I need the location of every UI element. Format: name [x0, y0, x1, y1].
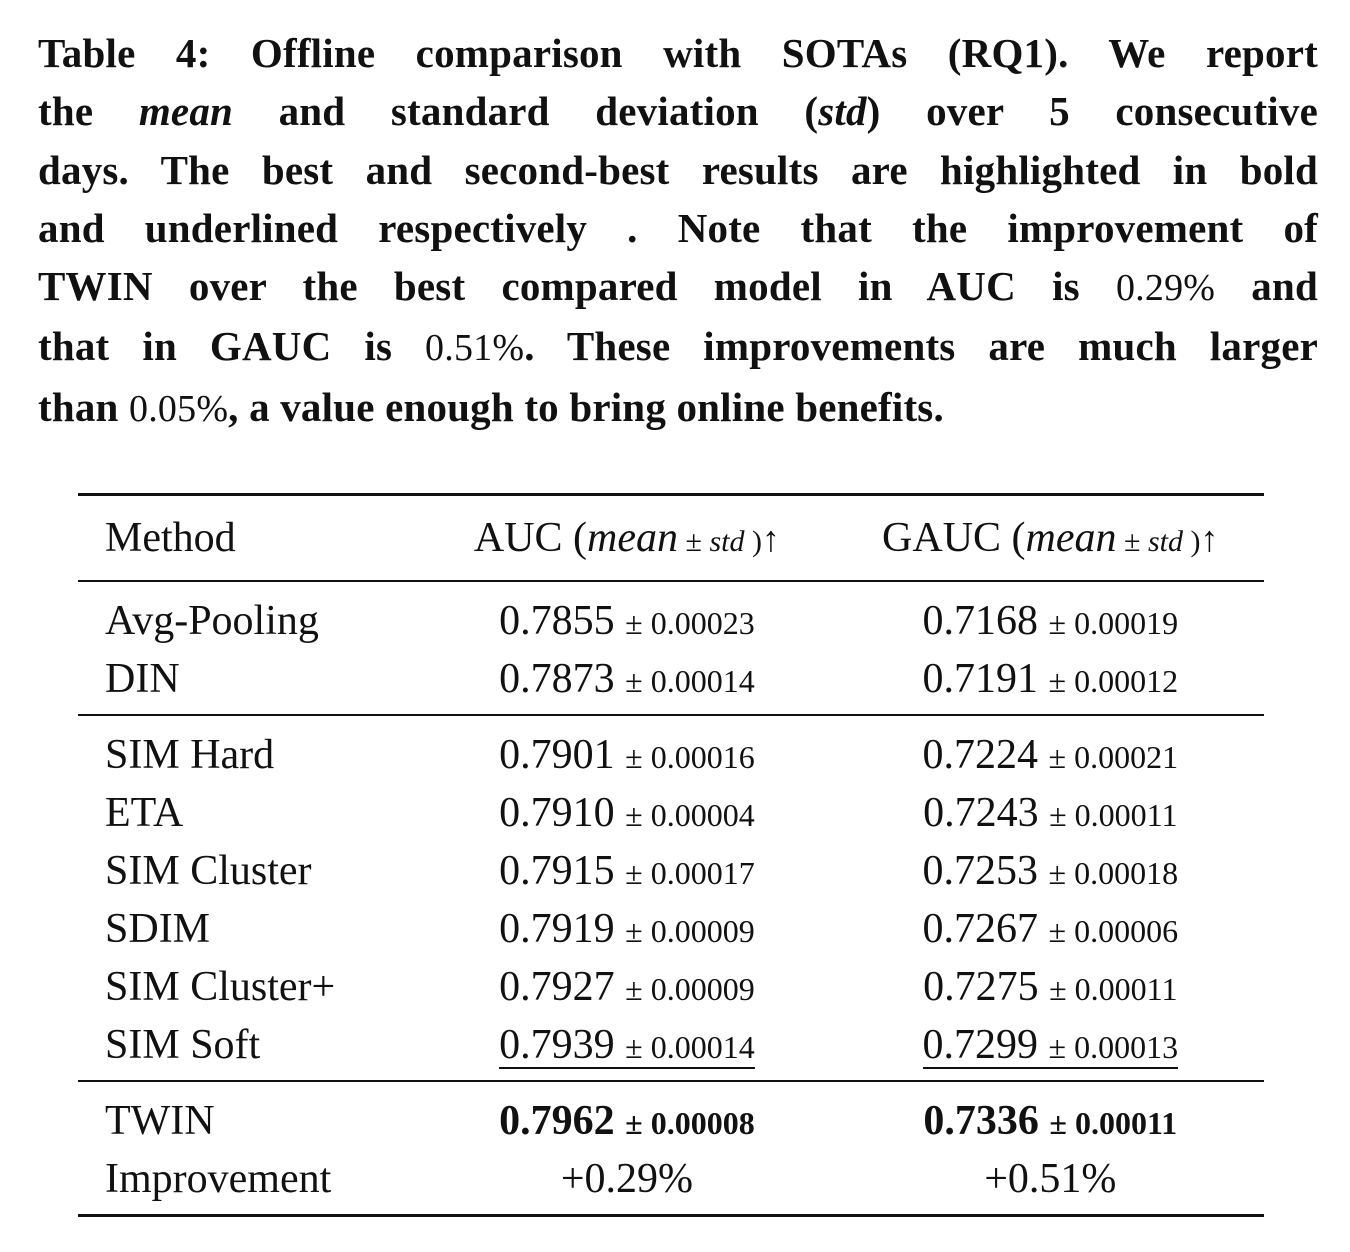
- row-auc: 0.7927 ± 0.00009: [499, 964, 755, 1010]
- caption-gauc-improvement: 0.51%: [425, 327, 525, 370]
- results-table: [78, 493, 1264, 1217]
- caption-line-6: that in GAUC is 0.51%. These improvements are much larger: [38, 323, 1318, 370]
- table-row: [78, 650, 1264, 715]
- row-method: SIM Cluster: [105, 848, 312, 894]
- table-row-best: [78, 1081, 1264, 1150]
- caption-line-4: and underlined respectively . Note that the improvement of: [38, 204, 1318, 251]
- table-row: [78, 842, 1264, 900]
- row-gauc: 0.7191 ± 0.00012: [922, 656, 1179, 702]
- results-table-wrapper: [78, 493, 1264, 1217]
- caption-line-3: days. The best and second-best results are highlighted in bold: [38, 146, 1318, 193]
- row-method: DIN: [105, 656, 180, 702]
- row-method: Improvement: [105, 1156, 332, 1202]
- caption-std-italic: std: [818, 88, 867, 135]
- row-method: TWIN: [105, 1098, 215, 1144]
- row-auc: 0.7873 ± 0.00014: [499, 656, 755, 702]
- table-row-second-best: [78, 1016, 1264, 1081]
- row-gauc-best: 0.7336 ± 0.00011: [923, 1098, 1178, 1144]
- row-auc: 0.7855 ± 0.00023: [499, 598, 755, 644]
- caption-line-2: the mean and standard deviation (std) over 5 consecutive: [38, 88, 1318, 135]
- row-method: Avg-Pooling: [105, 598, 319, 644]
- header-gauc: GAUC (mean ± std )↑: [882, 515, 1219, 561]
- header-row: [78, 495, 1264, 582]
- table-row: [78, 958, 1264, 1016]
- row-gauc: 0.7168 ± 0.00019: [922, 598, 1179, 644]
- table-row-improvement: [78, 1150, 1264, 1216]
- caption-auc-improvement: 0.29%: [1115, 267, 1216, 310]
- up-arrow-icon: ↑: [1200, 519, 1219, 559]
- table-row: [78, 715, 1264, 784]
- header-method: Method: [105, 515, 236, 561]
- table-caption: [38, 24, 1318, 438]
- row-auc-best: 0.7962 ± 0.00008: [499, 1098, 755, 1144]
- table-row: [78, 900, 1264, 958]
- row-gauc: 0.7243 ± 0.00011: [923, 790, 1178, 836]
- table-row: [78, 784, 1264, 842]
- caption-mean-italic: mean: [138, 88, 234, 135]
- row-auc: 0.7915 ± 0.00017: [499, 848, 755, 894]
- row-auc-improvement: +0.29%: [560, 1156, 693, 1202]
- row-gauc-second-best: 0.7299 ± 0.00013: [922, 1022, 1179, 1068]
- row-gauc: 0.7224 ± 0.00021: [922, 732, 1179, 778]
- row-auc: 0.7919 ± 0.00009: [499, 906, 755, 952]
- row-gauc: 0.7275 ± 0.00011: [923, 964, 1178, 1010]
- caption-line-1: Table 4: Offline comparison with SOTAs (RQ1). We report: [38, 30, 1318, 76]
- row-gauc-improvement: +0.51%: [984, 1156, 1117, 1202]
- row-auc: 0.7901 ± 0.00016: [499, 732, 755, 778]
- row-method: SDIM: [105, 906, 211, 952]
- row-method: SIM Cluster+: [105, 964, 336, 1010]
- caption-line-5: TWIN over the best compared model in AUC is 0.29% and: [38, 263, 1318, 310]
- header-auc: AUC (mean ± std )↑: [473, 515, 780, 561]
- row-auc: 0.7910 ± 0.00004: [499, 790, 755, 836]
- row-method: SIM Hard: [105, 732, 275, 778]
- row-gauc: 0.7253 ± 0.00018: [922, 848, 1179, 894]
- up-arrow-icon: ↑: [761, 519, 780, 559]
- row-method: SIM Soft: [105, 1022, 261, 1068]
- row-gauc: 0.7267 ± 0.00006: [922, 906, 1179, 952]
- row-method: ETA: [105, 790, 184, 836]
- table-row: [78, 581, 1264, 650]
- row-auc-second-best: 0.7939 ± 0.00014: [499, 1022, 755, 1068]
- caption-line-7: than 0.05%, a value enough to bring online benefits.: [38, 383, 944, 430]
- caption-threshold: 0.05%: [129, 387, 229, 430]
